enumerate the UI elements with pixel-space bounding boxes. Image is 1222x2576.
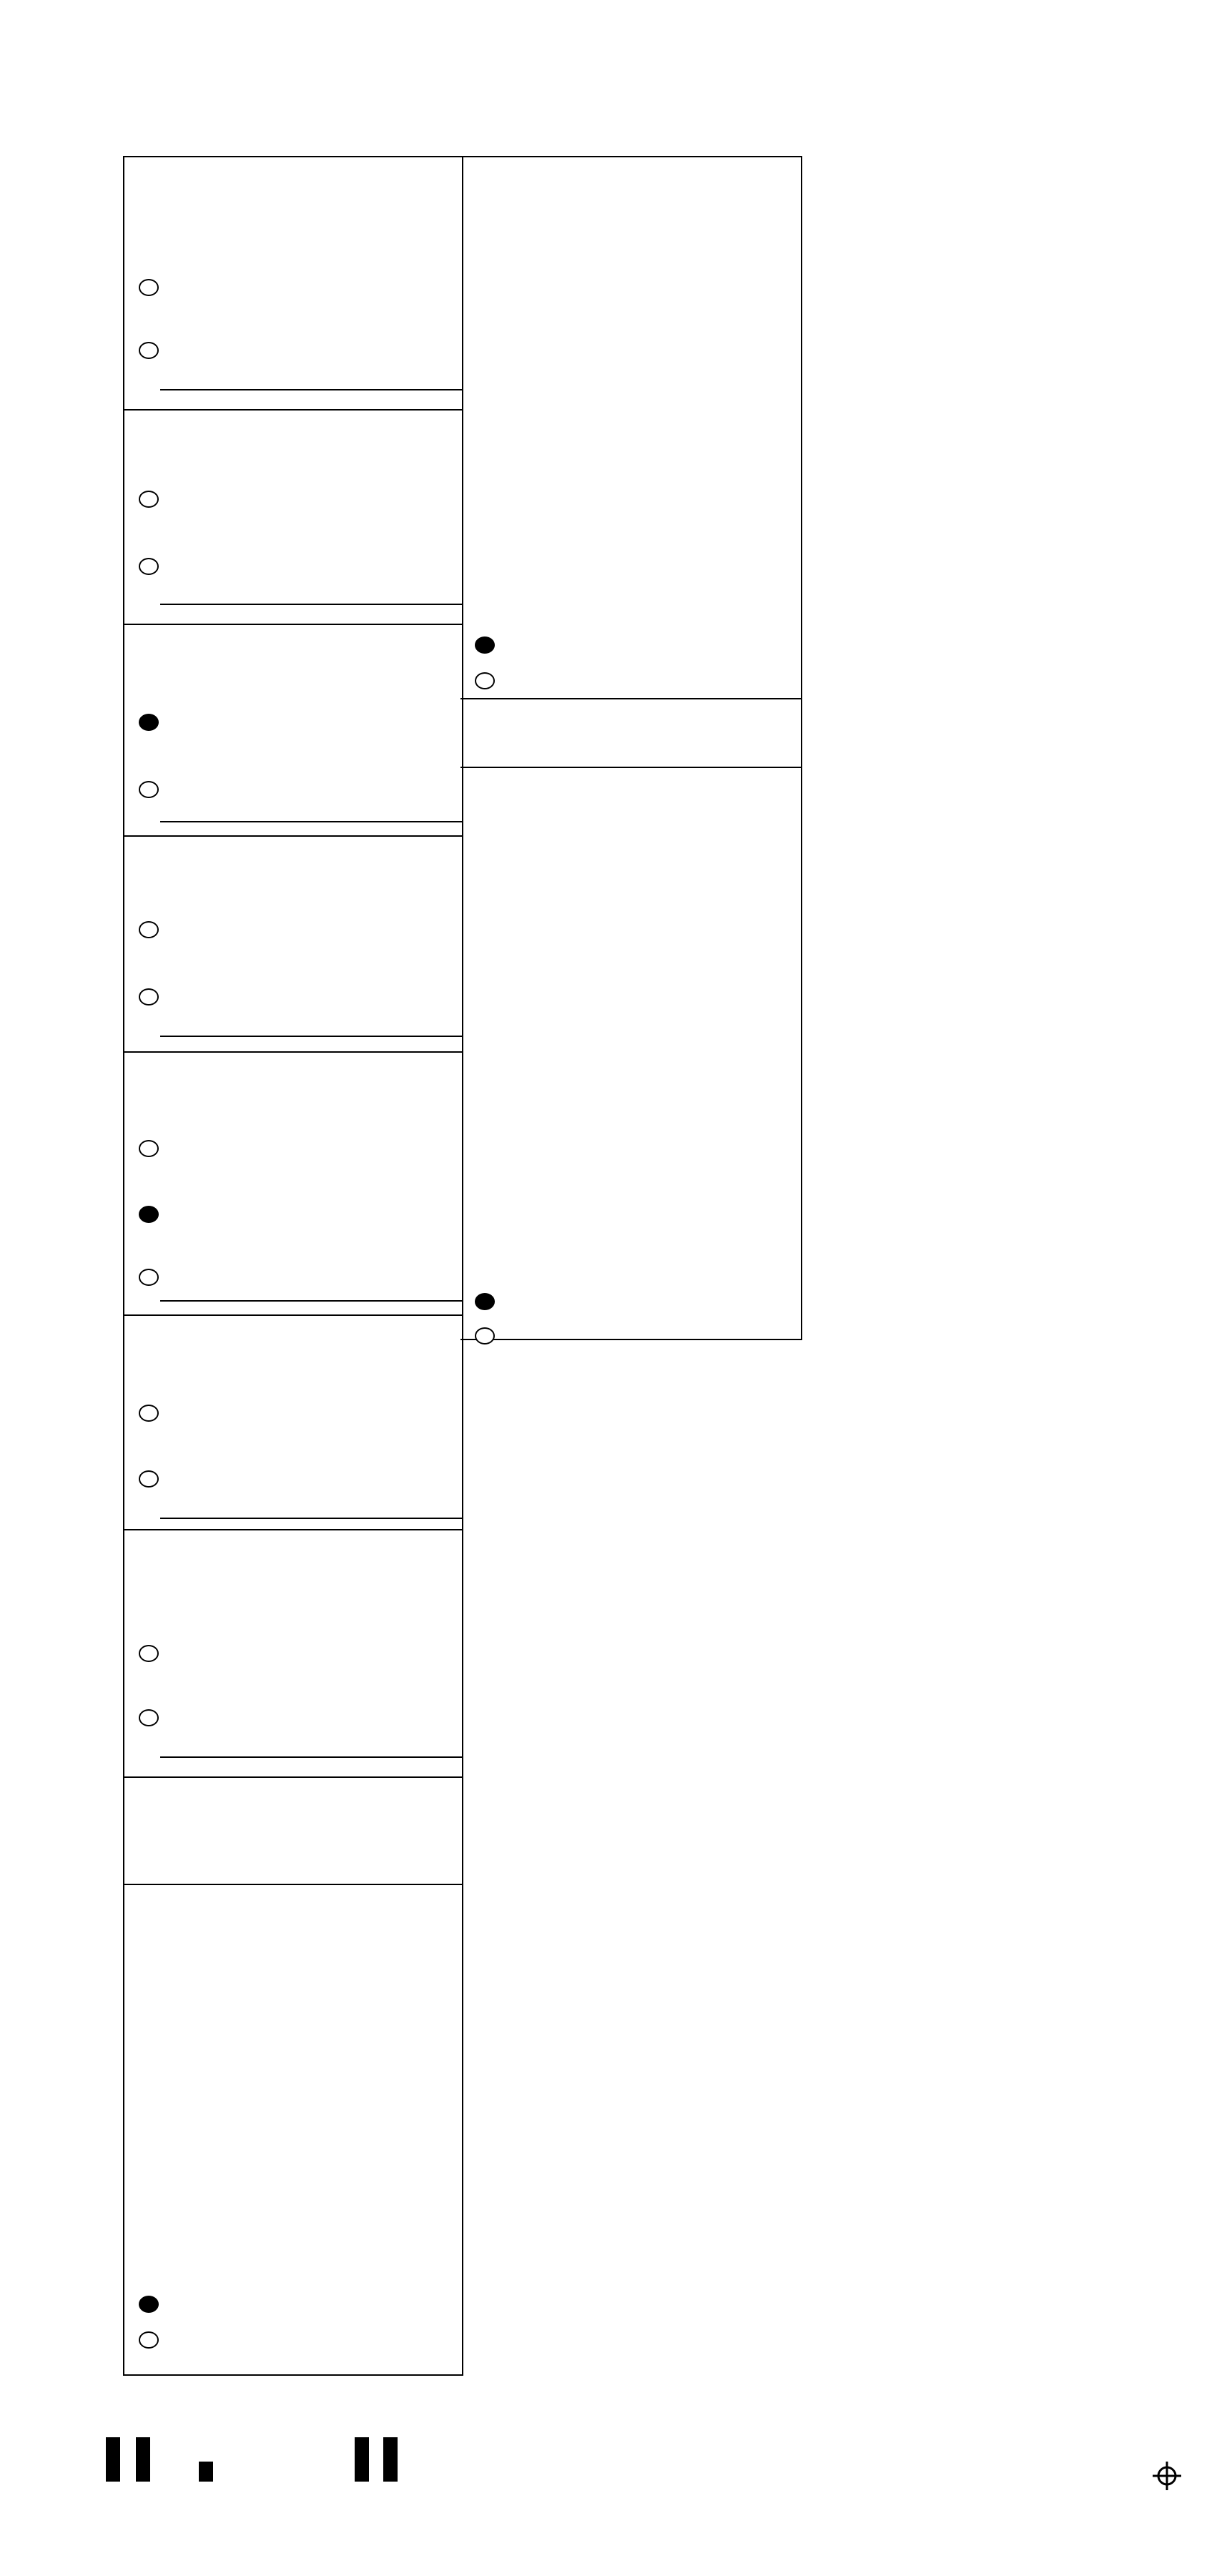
contest-coroner xyxy=(124,1051,462,1316)
right-contest-column xyxy=(460,156,802,1340)
writein-line xyxy=(160,1300,462,1302)
contest-clerk-superior-court xyxy=(124,409,462,625)
yes-oval-marked[interactable] xyxy=(475,1293,495,1310)
code-mark xyxy=(136,2437,150,2482)
writein-oval[interactable] xyxy=(139,988,159,1006)
contest-county-commission-chairman xyxy=(124,1529,462,1778)
writein-line xyxy=(160,821,462,822)
writein-oval[interactable] xyxy=(139,781,159,798)
statewide-referendum-header xyxy=(460,698,801,768)
candidate-oval[interactable] xyxy=(139,1140,159,1157)
writein-oval[interactable] xyxy=(139,1470,159,1488)
writein-line xyxy=(160,1756,462,1758)
candidate-oval[interactable] xyxy=(139,921,159,938)
no-oval[interactable] xyxy=(475,672,495,689)
contest-solicitor-general xyxy=(124,1314,462,1530)
writein-oval[interactable] xyxy=(139,1709,159,1726)
code-mark xyxy=(199,2462,213,2482)
amendment-1 xyxy=(124,1884,462,2374)
section-title xyxy=(460,707,801,734)
contest-title xyxy=(124,167,462,192)
writein-oval[interactable] xyxy=(139,1269,159,1286)
candidate-oval[interactable] xyxy=(139,1405,159,1422)
candidate-oval[interactable] xyxy=(139,279,159,296)
writein-line xyxy=(160,1036,462,1037)
contest-sheriff xyxy=(124,624,462,837)
writein-line xyxy=(160,389,462,390)
registration-target-icon xyxy=(1151,2460,1183,2492)
code-mark xyxy=(383,2437,398,2482)
candidate-oval-marked[interactable] xyxy=(139,1206,159,1223)
writein-line xyxy=(160,604,462,605)
writein-oval[interactable] xyxy=(139,342,159,359)
code-mark xyxy=(106,2437,120,2482)
contest-district-attorney xyxy=(124,157,462,409)
no-oval[interactable] xyxy=(139,2331,159,2349)
contest-title xyxy=(124,1539,462,1564)
amendment-2 xyxy=(460,157,801,698)
writein-oval[interactable] xyxy=(139,558,159,575)
proposed-amendments-header xyxy=(124,1776,462,1885)
candidate-oval-marked[interactable] xyxy=(139,714,159,731)
no-oval[interactable] xyxy=(475,1327,495,1344)
section-title xyxy=(124,1786,462,1841)
referendum-a xyxy=(460,767,801,1339)
left-contest-column xyxy=(123,156,463,2376)
candidate-oval[interactable] xyxy=(139,491,159,508)
contest-tax-commissioner xyxy=(124,835,462,1053)
writein-line xyxy=(160,1518,462,1519)
code-mark xyxy=(355,2437,369,2482)
candidate-oval[interactable] xyxy=(139,1645,159,1662)
yes-oval-marked[interactable] xyxy=(139,2296,159,2313)
yes-oval-marked[interactable] xyxy=(475,636,495,654)
